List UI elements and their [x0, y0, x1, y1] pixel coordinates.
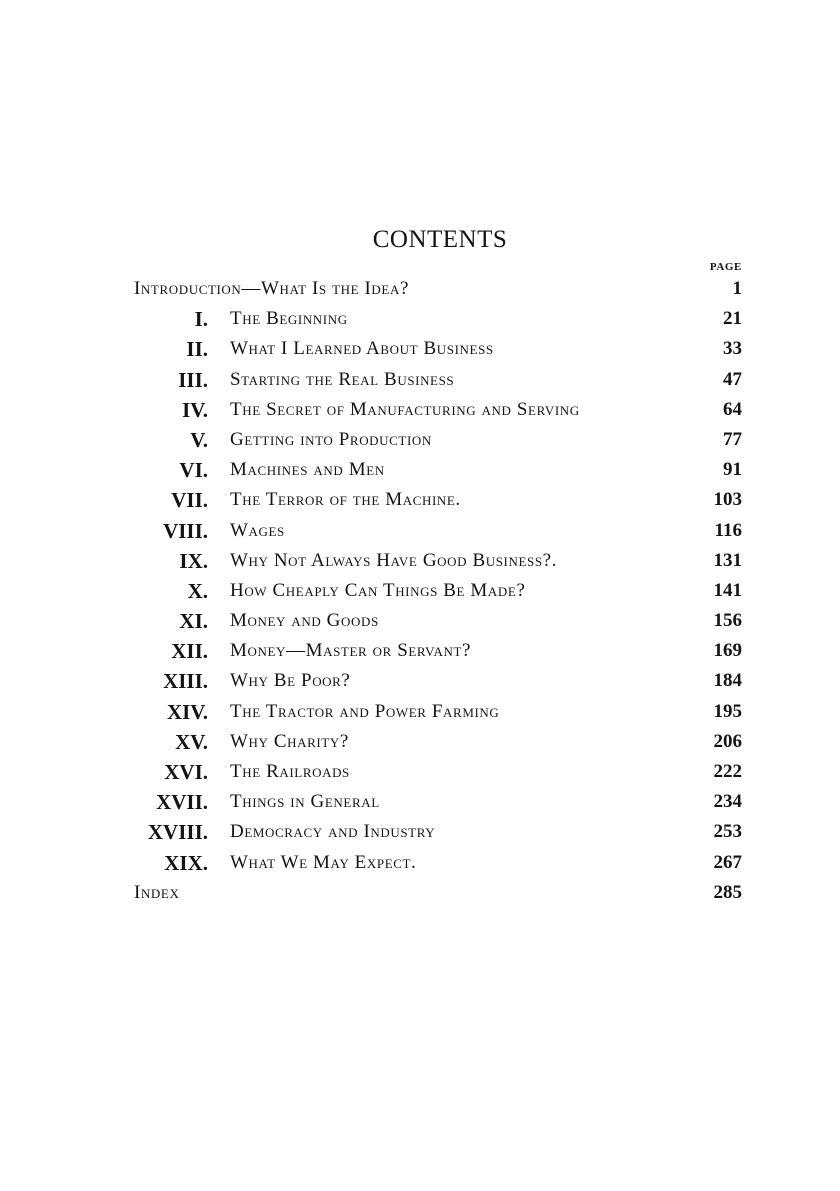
toc-entry-chapter: [134, 817, 742, 847]
chapter-title: Starting the Real Business: [230, 368, 455, 390]
toc-entry-chapter: [134, 576, 742, 606]
chapter-title: Democracy and Industry: [230, 821, 436, 843]
toc-entry-chapter: [134, 395, 742, 425]
toc-entry-chapter: [134, 455, 742, 485]
toc-entry-chapter: [134, 636, 742, 666]
chapter-title: The Railroads: [230, 761, 350, 782]
entry-page-number: 234: [713, 791, 742, 813]
entry-page-number: 253: [713, 821, 742, 843]
entry-title: Introduction—What Is the Idea?: [134, 278, 409, 299]
chapter-title: Things in General: [230, 791, 380, 813]
toc-entry-introduction: [134, 274, 742, 304]
entry-page-number: 285: [713, 881, 742, 903]
entry-page-number: 91: [723, 459, 742, 481]
chapter-number: VI.: [179, 458, 208, 483]
entry-page-number: 64: [723, 398, 742, 420]
chapter-number: XVI.: [164, 760, 208, 784]
chapter-number: XIV.: [166, 699, 208, 724]
chapter-number: VIII.: [163, 518, 208, 543]
chapter-number: I.: [194, 307, 208, 332]
chapter-number: XVIII.: [147, 820, 208, 845]
entry-page-number: 116: [714, 519, 742, 541]
toc-entry-chapter: [134, 787, 742, 817]
toc-entry-chapter: [134, 727, 742, 757]
contents-heading: CONTENTS: [372, 226, 508, 253]
entry-page-number: 195: [713, 700, 742, 722]
entry-page-number: 77: [723, 428, 742, 450]
chapter-number: III.: [178, 367, 208, 392]
toc-entry-chapter: [134, 365, 742, 395]
chapter-title: The Terror of the Machine.: [230, 489, 461, 511]
toc-entry-chapter: [134, 697, 742, 727]
entry-page-number: 33: [723, 338, 742, 360]
chapter-number: IV.: [182, 397, 208, 422]
chapter-number: XIII.: [163, 669, 208, 694]
chapter-number: II.: [186, 337, 208, 362]
chapter-title: Money and Goods: [230, 610, 379, 632]
entry-page-number: 1: [732, 278, 742, 299]
chapter-number: XII.: [171, 639, 208, 664]
entry-page-number: 169: [713, 640, 742, 662]
chapter-number: XI.: [179, 609, 208, 634]
toc-entry-chapter: [134, 666, 742, 696]
toc-entry-chapter: [134, 516, 742, 546]
entry-page-number: 184: [713, 670, 742, 692]
entry-page-number: 21: [723, 308, 742, 330]
chapter-number: XV.: [175, 729, 208, 754]
chapter-title: Machines and Men: [230, 459, 385, 481]
chapter-title: What We May Expect.: [230, 851, 417, 873]
chapter-title: What I Learned About Business: [230, 338, 494, 360]
chapter-title: Why Be Poor?: [230, 670, 351, 692]
toc-entry-chapter: [134, 334, 742, 364]
chapter-number: X.: [187, 578, 208, 603]
chapter-number: VII.: [171, 488, 208, 513]
chapter-title: Why Charity?: [230, 730, 349, 752]
toc-entry-chapter: [134, 546, 742, 576]
toc-entry-chapter: [134, 304, 742, 334]
chapter-title: The Secret of Manufacturing and Serving: [230, 398, 580, 420]
chapter-title: Getting into Production: [230, 428, 432, 450]
chapter-title: The Beginning: [230, 308, 348, 330]
page-column-header: PAGE: [709, 261, 742, 273]
toc-entry-index: [134, 878, 742, 908]
entry-page-number: 206: [713, 730, 742, 752]
chapter-title: Wages: [230, 519, 285, 541]
toc-entry-chapter: [134, 425, 742, 455]
table-of-contents: [134, 274, 742, 908]
toc-entry-chapter: [134, 757, 742, 787]
entry-page-number: 141: [713, 579, 742, 601]
chapter-number: IX.: [179, 548, 208, 573]
chapter-title: The Tractor and Power Farming: [230, 700, 500, 722]
entry-title: Index: [134, 881, 180, 903]
chapter-title: Money—Master or Servant?: [230, 640, 472, 662]
chapter-number: XIX.: [164, 850, 208, 875]
entry-page-number: 103: [713, 489, 742, 511]
entry-page-number: 131: [713, 549, 742, 571]
toc-entry-chapter: [134, 485, 742, 515]
chapter-number: V.: [190, 427, 208, 452]
chapter-number: XVII.: [156, 790, 208, 815]
entry-page-number: 156: [713, 610, 742, 632]
entry-page-number: 222: [713, 761, 742, 782]
entry-page-number: 47: [723, 368, 742, 390]
chapter-title: Why Not Always Have Good Business?.: [230, 549, 558, 571]
toc-entry-chapter: [134, 606, 742, 636]
toc-entry-chapter: [134, 848, 742, 878]
entry-page-number: 267: [713, 851, 742, 873]
chapter-title: How Cheaply Can Things Be Made?: [230, 579, 526, 601]
